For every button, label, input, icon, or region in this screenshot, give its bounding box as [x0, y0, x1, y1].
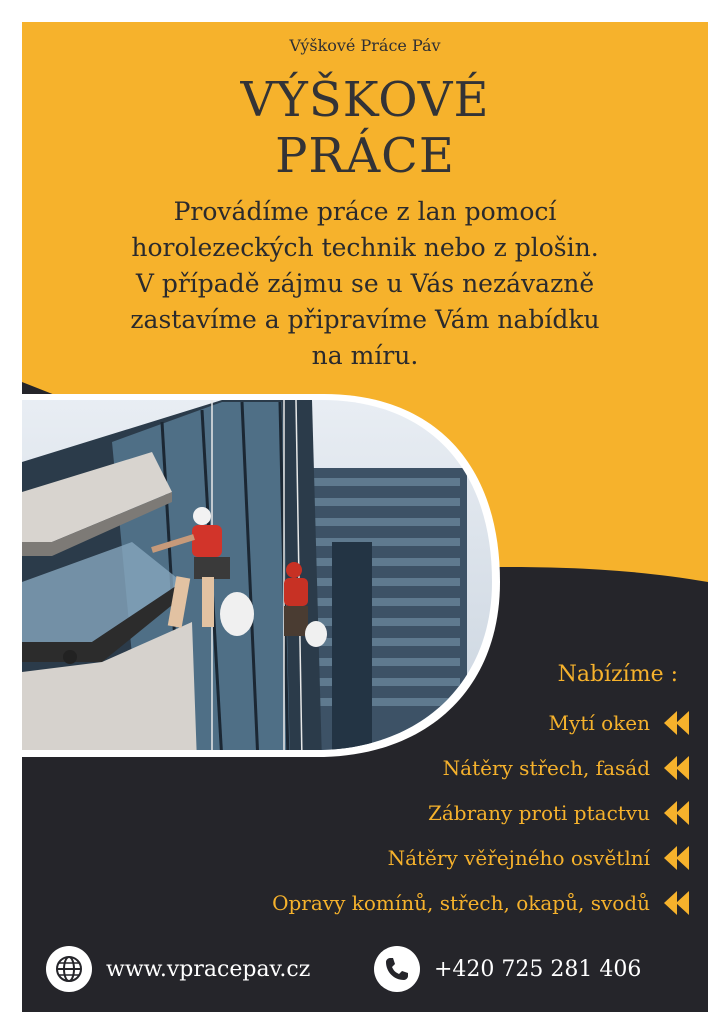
phone-link[interactable] — [374, 942, 641, 996]
offer-list — [92, 708, 692, 933]
offer-heading: Nabízíme : — [557, 662, 678, 687]
offer-item — [92, 888, 692, 918]
offer-item — [92, 753, 692, 783]
arrow-left-icon — [662, 844, 692, 872]
title-line-1: VÝŠKOVÉ — [240, 72, 490, 128]
arrow-left-icon — [662, 754, 692, 782]
offer-item-label: Opravy komínů, střech, okapů, svodů — [272, 891, 650, 915]
offer-item — [92, 843, 692, 873]
intro-line: V případě zájmu se u Vás nezávazně — [135, 269, 595, 298]
title-line-2: PRÁCE — [275, 128, 455, 184]
offer-item-label: Zábrany proti ptactvu — [427, 801, 650, 825]
contact-bar — [22, 942, 708, 996]
website-text: www.vpracepav.cz — [106, 956, 311, 982]
intro-line: zastavíme a připravíme Vám nabídku — [130, 305, 600, 334]
intro-line: na míru. — [311, 341, 419, 370]
offer-item-label: Nátěry věřejného osvětlní — [387, 846, 650, 870]
arrow-left-icon — [662, 709, 692, 737]
arrow-left-icon — [662, 889, 692, 917]
offer-item-label: Nátěry střech, fasád — [442, 756, 650, 780]
company-name: Výškové Práce Páv — [289, 36, 441, 55]
arrow-left-icon — [662, 799, 692, 827]
phone-text: +420 725 281 406 — [434, 956, 642, 982]
flyer — [22, 22, 708, 1012]
intro-line: Provádíme práce z lan pomocí — [173, 197, 557, 226]
globe-icon — [46, 946, 92, 992]
page-title — [22, 72, 708, 184]
offer-item-label: Mytí oken — [548, 711, 650, 735]
offer-item — [92, 708, 692, 738]
intro-text — [42, 194, 688, 374]
website-link[interactable] — [46, 942, 310, 996]
phone-icon — [374, 946, 420, 992]
intro-line: horolezeckých technik nebo z plošin. — [131, 233, 599, 262]
offer-item — [92, 798, 692, 828]
